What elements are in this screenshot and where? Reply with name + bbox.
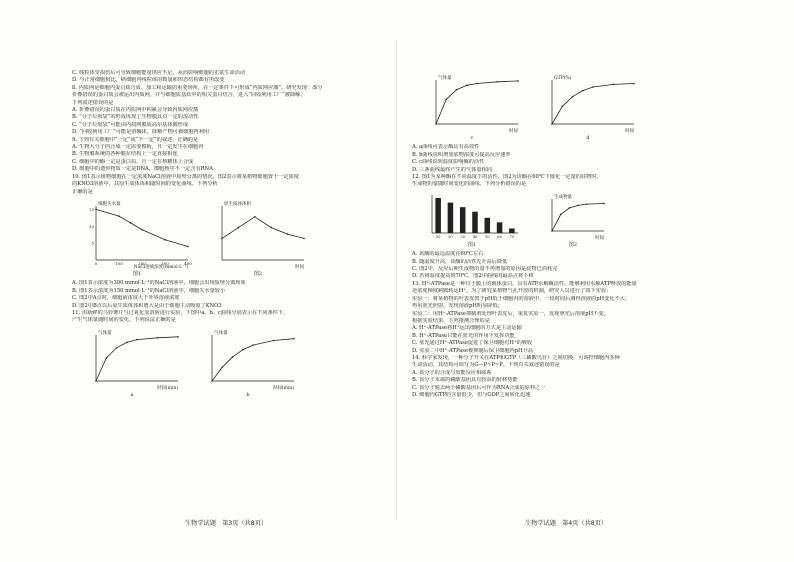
- x-tick-label: 400: [184, 260, 192, 266]
- bar: [497, 222, 503, 233]
- data-point: [476, 83, 478, 85]
- data-point: [211, 380, 213, 382]
- data-point: [270, 227, 272, 229]
- data-point: [456, 89, 458, 91]
- fig7-chart: [422, 191, 522, 249]
- series-line: [96, 337, 178, 381]
- text-line: 9. 下列有关细胞中“一定”或“不一定”的叙述，正确的是: [72, 136, 199, 143]
- fig4-svg: [198, 327, 298, 391]
- y-axis-label: 气体量: [214, 330, 228, 336]
- data-point: [293, 338, 295, 340]
- fig5-svg: [422, 72, 522, 134]
- text-line: D. 图2中B点以后原生质体体积增大是由于细胞主动吸收了KNO3: [72, 302, 222, 309]
- text-line: C. 细胞中的酶一定是蛋白质，且一定在核糖体上合成: [72, 158, 194, 165]
- left-page-top-text: [72, 70, 394, 196]
- text-line: A. H⁺-ATPase将H⁺运出细胞的方式是主动运输: [412, 325, 522, 332]
- text-line: 正确的是: [72, 188, 93, 195]
- text-line: B. H⁺-ATPase只能在蓝光的作用下发挥功能: [412, 332, 515, 339]
- data-point: [95, 380, 97, 382]
- data-point: [157, 337, 159, 339]
- text-line: D. 与正常细胞相比，癌细胞内线粒体的数量和形态结构都有所改变: [72, 77, 225, 84]
- text-line: 10. 图1表示植物细胞在一定浓度NaCl溶液中质壁分离的情况，图2表示将某植物细胞置于一定浓度: [72, 173, 299, 180]
- data-point: [118, 215, 120, 217]
- text-line: C. 该分子脱去两个磷酸基团后可作为RNA合成的原料之一: [412, 384, 546, 391]
- text-line: 14. 科学家发现，一种分子开关在ATP和GTP（三磷酸鸟苷）之间切换，可调控细胞内多种: [412, 354, 620, 361]
- x-axis-label: 时间: [509, 129, 518, 134]
- text-line: 11. 用新鲜的马铃薯片与过氧化氢溶液进行实验，下图中a、b、c曲线分别表示在不同条件下，: [72, 309, 289, 316]
- x-tick-label: 200: [138, 260, 146, 266]
- left-page-footer: 生物学试题 第3页（共8页）: [185, 520, 268, 527]
- bar: [509, 228, 515, 233]
- data-point: [164, 239, 166, 241]
- text-line: C. 线粒体受损伤后可导致细胞能量供应不足，从而影响细胞的正常生命活动: [72, 70, 246, 76]
- text-line: D. 细胞中的遗传物质一定是DNA，细胞核中不一定含有RNA: [72, 166, 213, 173]
- text-line: A. 该酶的最适温度在60℃左右: [412, 251, 484, 258]
- x-axis-label: 时间(min): [272, 385, 294, 391]
- left-page-mid-text: [72, 280, 394, 324]
- data-point: [466, 84, 468, 86]
- x-tick-label: 100: [115, 260, 123, 266]
- fig2-chart: [208, 198, 308, 278]
- text-line: B. b曲线说明增加底物浓度可提高反应速率: [412, 151, 511, 158]
- data-point: [232, 356, 234, 358]
- x-tick-label: 60: [497, 234, 502, 239]
- x-tick-label: 50: [484, 234, 490, 239]
- text-line: C. c曲线说明温度影响酶的活性: [412, 159, 485, 166]
- bar: [472, 212, 478, 233]
- text-line: D. “回收利用工厂”可能是溶酶体，降解产物可被细胞再利用: [72, 129, 210, 136]
- text-line: D. 实验二中H⁺-ATPase被抑制后保卫细胞内pH升高: [412, 347, 533, 354]
- data-point: [105, 357, 107, 359]
- text-line: 再用蓝光照射，发现溶液pH明显降低；: [412, 303, 503, 310]
- right-page-top-text: [412, 144, 734, 188]
- data-point: [303, 238, 305, 240]
- right-page: [412, 70, 734, 502]
- text-line: C. 图2中，反应后期生成物的量不再增加的原因是底物已消耗完: [412, 266, 558, 273]
- y-axis-label: 细胞失水量: [98, 201, 121, 207]
- fig3-svg: [82, 327, 182, 391]
- y-axis-label: 气体量: [438, 76, 452, 81]
- x-tick-label: 0: [94, 260, 98, 266]
- text-line: D. 细胞内GTP的含量很少，但与GDP之间转化迅速: [412, 391, 531, 398]
- bar: [485, 218, 491, 233]
- data-point: [577, 204, 579, 206]
- fig7-caption: 图1: [467, 241, 477, 248]
- data-point: [242, 349, 244, 351]
- text-line: D. 三条曲线最终产生的气体量相同: [412, 166, 492, 173]
- text-line: 下列叙述错误的是: [72, 99, 114, 106]
- text-line: 8. 内质网是细胞内蛋白质合成、加工和运输的重要场所，在一定条件下可形成“内质网应激”。研究发现：部分: [72, 84, 323, 91]
- series-line: [96, 209, 188, 246]
- fig2-svg: [208, 198, 308, 270]
- left-page: [72, 70, 394, 502]
- data-point: [582, 90, 584, 92]
- fig1-svg: [82, 198, 192, 270]
- text-line: B. “分子垃圾袋”的形成体现了生物膜具有一定的流动性: [72, 114, 199, 121]
- fig8-svg: [538, 191, 608, 241]
- text-line: 12. 图1为某种酶在不同温度下的活性，图2为该酶在60℃下催化一定量的底物时，: [412, 174, 602, 181]
- series-line: [552, 203, 604, 231]
- data-point: [445, 99, 447, 101]
- fig5-chart: [422, 72, 522, 142]
- text-line: 的KNO3溶液中，其原生质体体积随时间的变化曲线。下列分析: [72, 181, 218, 188]
- text-line: 产生气体量随时间的变化，下列说法正确的是: [72, 317, 176, 324]
- text-line: B. 随温度升高，该酶的活性先升高后降低: [412, 258, 508, 265]
- data-point: [551, 230, 553, 232]
- data-point: [603, 203, 605, 205]
- text-line: C. 蓝光通过H⁺-ATPase促进了保卫细胞对H⁺的吸收: [412, 340, 533, 347]
- x-tick-label: 70: [509, 234, 515, 239]
- text-line: A. a曲线可表示酶具有高效性: [412, 144, 480, 151]
- data-point: [177, 336, 179, 338]
- series-line: [552, 84, 634, 125]
- data-point: [187, 246, 189, 248]
- fig7-svg: [422, 191, 522, 241]
- right-figures-row-1: [422, 72, 734, 142]
- text-line: 生成物的量随时间变化的曲线。下列分析错误的是: [412, 181, 527, 188]
- y-axis-label: GTP(%): [554, 76, 572, 81]
- y-tick-label: 10: [88, 223, 94, 229]
- y-axis-label: 生成物量: [554, 194, 572, 200]
- fig4-caption: b: [246, 391, 250, 398]
- x-tick-label: 300: [161, 260, 169, 266]
- data-point: [592, 86, 594, 88]
- page-fold: [396, 40, 397, 520]
- left-figures-row-2: [82, 327, 394, 399]
- text-line: B. 生物膜系统的各种膜在结构上一定直接相连: [72, 151, 178, 158]
- data-point: [126, 341, 128, 343]
- fig1-caption: 图1: [132, 270, 142, 277]
- text-line: A. 该分子的合成与放能反应相联系: [412, 369, 492, 376]
- text-line: 13. H⁺-ATPase是一种位于膜上的载体蛋白，具有ATP水解酶活性，能够利用水解ATP释放的能量: [412, 280, 637, 287]
- text-line: 逆浓度梯度跨膜转运H⁺。为了研究某植物气孔开放的机制，研究人员进行了如下实验：: [412, 288, 612, 295]
- text-line: A. 折叠错误的蛋白质在内质网中积累会导致内质网应激: [72, 107, 199, 114]
- fig1-chart: [82, 198, 192, 278]
- x-axis-label: 时间(min): [156, 385, 178, 391]
- bar: [448, 202, 454, 232]
- text-line: B. 图1表示浓度为150 mmol·L⁻¹的NaCl溶液中，细胞失水量较小: [72, 287, 226, 294]
- text-line: D. 若将温度提高到70℃，图2中曲线的最高点将下移: [412, 273, 534, 280]
- y-tick-label: 5: [91, 240, 94, 246]
- x-tick-label: 30: [460, 234, 466, 239]
- data-point: [586, 203, 588, 205]
- y-axis-label: 气体量: [98, 330, 112, 336]
- fig8-caption: 图2: [568, 241, 578, 248]
- fig6-caption: d: [586, 135, 590, 141]
- data-point: [273, 339, 275, 341]
- x-axis-label: 时间: [595, 235, 604, 241]
- text-line: 实验一：将某植物的叶表皮置于pH低于细胞内的溶液中，一段时间后测得溶液的pH变化不大；: [412, 295, 631, 302]
- right-figures-row-2: [422, 191, 734, 249]
- data-point: [116, 347, 118, 349]
- text-line: A. 生物大分子的合成一定需要模板，且一定发生在细胞内: [72, 144, 204, 151]
- right-page-footer: 生物学试题 第4页（共8页）: [525, 520, 608, 527]
- data-point: [435, 123, 437, 125]
- fig3-caption: a: [130, 391, 134, 398]
- x-tick-label: 20: [448, 234, 453, 239]
- data-point: [130, 222, 132, 224]
- text-line: 生命活动，其结构可简写为G—P~P~P。下列有关叙述错误的是: [412, 362, 560, 369]
- data-point: [141, 229, 143, 231]
- data-point: [497, 81, 499, 83]
- fig5-caption: c: [470, 135, 474, 141]
- fig6-svg: [538, 72, 638, 134]
- data-point: [221, 238, 223, 240]
- fig4-chart: [198, 327, 298, 399]
- x-axis-label: 时间: [625, 129, 634, 134]
- bar: [435, 198, 441, 233]
- data-point: [136, 339, 138, 341]
- fig3-chart: [82, 327, 182, 399]
- x-axis-label: NaCl溶液浓度(mmol·L⁻¹): [133, 264, 188, 270]
- bar: [460, 207, 466, 233]
- data-point: [221, 366, 223, 368]
- text-line: C. “分子垃圾袋”可能由内质网膜或高尔基体膜形成: [72, 121, 189, 128]
- data-point: [561, 106, 563, 108]
- data-point: [252, 344, 254, 346]
- y-tick-label: 15: [88, 206, 94, 212]
- text-line: C. 图2中A点时，细胞液浓度大于外界溶液浓度: [72, 295, 180, 302]
- fig2-caption: 图2: [253, 270, 263, 277]
- fig8-chart: [538, 191, 608, 249]
- data-point: [95, 208, 97, 210]
- data-point: [613, 84, 615, 86]
- data-point: [569, 207, 571, 209]
- y-axis-label: 原生质体体积: [224, 201, 251, 207]
- series-line: [436, 81, 518, 124]
- data-point: [517, 80, 519, 82]
- text-line: 实验二：用H⁺-ATPase抑制剂处理叶表皮后，重复实验一，发现照光后溶液pH不变。: [412, 310, 609, 317]
- data-point: [238, 227, 240, 229]
- left-figures-row-1: [82, 198, 394, 278]
- data-point: [551, 123, 553, 125]
- text-line: 根据实验结果，下列推测合理的是: [412, 317, 490, 324]
- fig6-chart: [538, 72, 638, 142]
- x-tick-label: 40: [472, 234, 478, 239]
- text-line: 折叠错误的蛋白质会被运出内质网，并与细胞质基质中的相关蛋白结合，进入“回收利用工厂”被降解。: [72, 92, 306, 99]
- data-point: [287, 233, 289, 235]
- right-page-bottom-text: [412, 251, 734, 399]
- series-line: [222, 217, 304, 239]
- data-point: [633, 83, 635, 85]
- x-tick-label: 10: [435, 234, 441, 239]
- text-line: B. 该分子末端的磷酸基团具有较高的转移势能: [412, 377, 518, 384]
- data-point: [254, 216, 256, 218]
- data-point: [560, 213, 562, 215]
- data-point: [572, 96, 574, 98]
- x-axis-label: 时间: [295, 264, 304, 270]
- text-line: A. 图1表示浓度为300 mmol·L⁻¹的NaCl溶液中，细胞会出现质壁分离现象: [72, 280, 246, 287]
